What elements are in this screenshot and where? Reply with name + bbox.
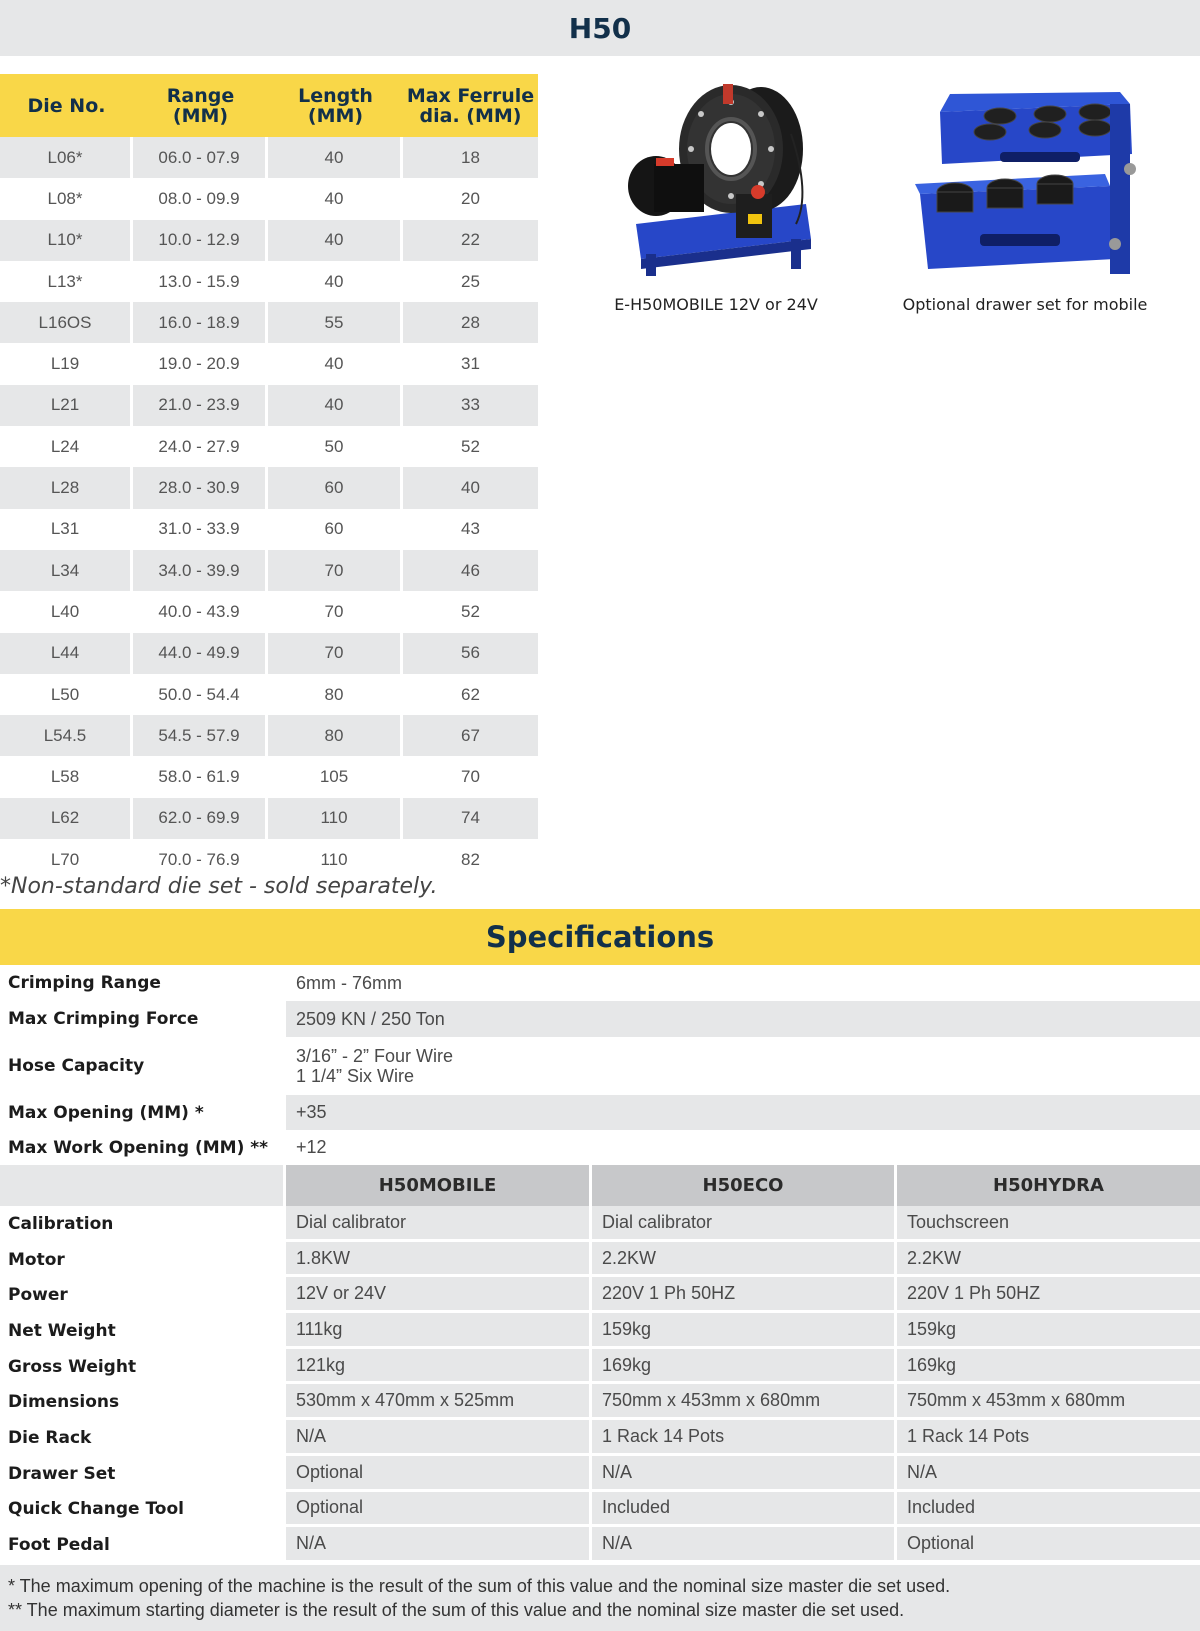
spec-table (0, 965, 1200, 1165)
die-table-cell: 55 (268, 302, 403, 343)
die-table-cell: 22 (403, 220, 538, 261)
die-table-cell: L34 (0, 550, 133, 591)
die-table-header-cell (0, 74, 133, 137)
die-table-cell: 40 (268, 385, 403, 426)
die-table-cell: L44 (0, 633, 133, 674)
die-table-row (0, 715, 538, 756)
die-table-cell: 31 (461, 354, 480, 374)
die-table-cell: 60 (268, 509, 403, 550)
die-table-row (0, 302, 538, 343)
die-table-cell: L13* (0, 261, 133, 302)
comparison-cell: Included (589, 1492, 894, 1528)
die-table-cell: 110 (268, 798, 403, 839)
die-table-cell: L08* (0, 178, 133, 219)
comparison-cell: N/A (589, 1456, 894, 1492)
comparison-label: Foot Pedal (8, 1535, 110, 1556)
comparison-label: Net Weight (8, 1320, 116, 1341)
footnotes (0, 1565, 1200, 1631)
comparison-cell: 2.2KW (894, 1242, 1200, 1278)
comparison-cell: 111kg (283, 1313, 589, 1349)
model-header: H50MOBILE (283, 1165, 589, 1206)
die-table-cell: 40.0 - 43.9 (133, 591, 268, 632)
comparison-cell: 1 Rack 14 Pots (589, 1420, 894, 1456)
comparison-cell: Optional (894, 1527, 1200, 1563)
comparison-row (0, 1456, 1200, 1492)
die-table-row (0, 550, 538, 591)
die-table-cell: 40 (268, 178, 403, 219)
comparison-table (0, 1165, 1200, 1563)
die-table-cell: 70 (268, 550, 403, 591)
die-table-cell: 40 (268, 343, 403, 384)
comparison-label: Die Rack (8, 1427, 92, 1448)
spec-label: Max Crimping Force (8, 1009, 199, 1029)
die-table-cell: L24 (0, 426, 133, 467)
comparison-cell: Touchscreen (894, 1206, 1200, 1242)
die-table-cell: 28.0 - 30.9 (133, 467, 268, 508)
die-table-cell: 31.0 - 33.9 (133, 509, 268, 550)
die-table (0, 74, 538, 880)
die-table-cell: 44.0 - 49.9 (133, 633, 268, 674)
die-table-cell: 08.0 - 09.9 (133, 178, 268, 219)
die-table-header-cell (133, 74, 268, 137)
header-length: Length (MM) (298, 84, 373, 127)
comparison-cell: 159kg (589, 1313, 894, 1349)
die-table-cell: 16.0 - 18.9 (133, 302, 268, 343)
die-table-cell: L28 (0, 467, 133, 508)
comparison-cell: 159kg (894, 1313, 1200, 1349)
comparison-label: Motor (8, 1249, 65, 1270)
specifications-bar (0, 909, 1200, 965)
die-table-cell: 110 (268, 839, 403, 880)
comparison-row (0, 1242, 1200, 1278)
comparison-cell: 1.8KW (283, 1242, 589, 1278)
spec-label: Hose Capacity (8, 1056, 145, 1076)
die-table-cell: L19 (0, 343, 133, 384)
die-table-cell: 43 (461, 519, 480, 539)
comparison-row (0, 1313, 1200, 1349)
die-table-cell: 24.0 - 27.9 (133, 426, 268, 467)
spec-value-line: 3/16” - 2” Four Wire (296, 1046, 454, 1066)
crimping-machine-image (616, 74, 816, 284)
spec-value: 2509 KN / 250 Ton (283, 1001, 1200, 1037)
comparison-label: Power (8, 1285, 68, 1306)
die-table-cell: 70 (268, 591, 403, 632)
die-table-row (0, 137, 538, 178)
comparison-row (0, 1420, 1200, 1456)
die-table-header-cell (403, 74, 538, 137)
comparison-row (0, 1277, 1200, 1313)
die-table-row (0, 633, 538, 674)
die-table-cell: 33 (403, 385, 538, 426)
die-table-cell: 56 (403, 633, 538, 674)
spec-row (0, 1001, 1200, 1037)
die-table-cell: 40 (403, 467, 538, 508)
die-table-cell: 58.0 - 61.9 (133, 756, 268, 797)
spec-row (0, 1037, 1200, 1095)
model-header: H50ECO (589, 1165, 894, 1206)
die-table-cell: 40 (268, 220, 403, 261)
comparison-cell: 169kg (894, 1349, 1200, 1385)
die-table-row (0, 178, 538, 219)
comparison-cell: Included (894, 1492, 1200, 1528)
die-table-cell: L54.5 (0, 715, 133, 756)
comparison-cell: Optional (283, 1492, 589, 1528)
die-table-cell: 28 (403, 302, 538, 343)
footnote: ** The maximum starting diameter is the result of the sum of this value and the nominal size master die set used. (8, 1600, 905, 1620)
die-table-cell: 50 (268, 426, 403, 467)
comparison-label: Drawer Set (8, 1463, 116, 1484)
comparison-cell: N/A (283, 1420, 589, 1456)
die-table-row (0, 756, 538, 797)
die-table-cell: 40 (268, 261, 403, 302)
die-table-row (0, 426, 538, 467)
comparison-cell: 2.2KW (589, 1242, 894, 1278)
die-table-cell: 10.0 - 12.9 (133, 220, 268, 261)
die-table-cell: 21.0 - 23.9 (133, 385, 268, 426)
spec-row (0, 965, 1200, 1001)
header-range: Range (MM) (166, 84, 235, 127)
comparison-cell: N/A (283, 1527, 589, 1563)
die-table-row (0, 385, 538, 426)
die-table-cell: 62.0 - 69.9 (133, 798, 268, 839)
die-table-cell: L31 (0, 509, 133, 550)
spec-row (0, 1095, 1200, 1130)
die-table-row (0, 261, 538, 302)
comparison-cell: Dial calibrator (589, 1206, 894, 1242)
die-table-cell: 82 (461, 849, 480, 869)
spec-value-line: 1 1/4” Six Wire (296, 1066, 415, 1086)
die-table-cell: 60 (268, 467, 403, 508)
die-table-cell: 46 (403, 550, 538, 591)
die-table-row (0, 220, 538, 261)
spec-value: +35 (283, 1095, 1200, 1130)
comparison-cell: 12V or 24V (283, 1277, 589, 1313)
die-table-row (0, 674, 538, 715)
die-table-cell: L50 (0, 674, 133, 715)
die-table-cell: 52 (461, 436, 480, 456)
comparison-cell: 750mm x 453mm x 680mm (894, 1384, 1200, 1420)
comparison-cell: 220V 1 Ph 50HZ (589, 1277, 894, 1313)
die-table-cell: 52 (461, 601, 480, 621)
model-header: H50HYDRA (894, 1165, 1200, 1206)
die-table-cell: 34.0 - 39.9 (133, 550, 268, 591)
die-table-cell: 70 (461, 767, 480, 787)
die-table-cell: 20 (461, 188, 480, 208)
die-table-cell: 54.5 - 57.9 (133, 715, 268, 756)
comparison-cell: 121kg (283, 1349, 589, 1385)
spec-value: +12 (283, 1130, 1200, 1165)
die-table-cell: 105 (268, 756, 403, 797)
die-table-row (0, 591, 538, 632)
comparison-label: Gross Weight (8, 1356, 137, 1377)
die-table-cell: L58 (0, 756, 133, 797)
die-table-cell: 80 (268, 674, 403, 715)
comparison-cell: 220V 1 Ph 50HZ (894, 1277, 1200, 1313)
product-drawer (895, 74, 1155, 314)
spec-label: Crimping Range (8, 973, 161, 993)
comparison-header (0, 1165, 1200, 1206)
die-table-row (0, 509, 538, 550)
spec-label: Max Opening (MM) * (8, 1102, 204, 1123)
die-table-cell: 50.0 - 54.4 (133, 674, 268, 715)
die-table-cell: 18 (403, 137, 538, 178)
comparison-row (0, 1349, 1200, 1385)
comparison-cell: 1 Rack 14 Pots (894, 1420, 1200, 1456)
comparison-cell: 750mm x 453mm x 680mm (589, 1384, 894, 1420)
die-table-row (0, 343, 538, 384)
header-die-no: Die No. (27, 94, 106, 117)
die-table-cell: 40 (268, 137, 403, 178)
comparison-header-blank (0, 1165, 283, 1206)
die-table-row (0, 798, 538, 839)
comparison-cell: N/A (894, 1456, 1200, 1492)
comparison-row (0, 1527, 1200, 1563)
comparison-label: Quick Change Tool (8, 1499, 184, 1520)
product-caption-drawer: Optional drawer set for mobile (902, 295, 1148, 314)
die-table-cell: 67 (403, 715, 538, 756)
spec-row (0, 1130, 1200, 1165)
die-table-cell: L62 (0, 798, 133, 839)
die-table-cell: L10* (0, 220, 133, 261)
die-table-cell: 25 (461, 271, 480, 291)
comparison-cell: N/A (589, 1527, 894, 1563)
die-table-cell: 06.0 - 07.9 (133, 137, 268, 178)
comparison-row (0, 1492, 1200, 1528)
spec-label: Max Work Opening (MM) ** (8, 1137, 269, 1158)
spec-value: 6mm - 76mm (283, 965, 1200, 1001)
product-caption-mobile: E-H50MOBILE 12V or 24V (614, 295, 818, 314)
comparison-cell: Optional (283, 1456, 589, 1492)
spec-value (283, 1037, 1200, 1095)
die-table-cell: L21 (0, 385, 133, 426)
non-standard-note: *Non-standard die set - sold separately. (0, 874, 438, 899)
die-table-cell: 74 (403, 798, 538, 839)
product-mobile (596, 74, 836, 314)
die-table-cell: 19.0 - 20.9 (133, 343, 268, 384)
die-table-header-cell (268, 74, 403, 137)
page-title: H50 (568, 11, 632, 45)
die-table-cell: 80 (268, 715, 403, 756)
die-table-row (0, 467, 538, 508)
die-table-cell: 13.0 - 15.9 (133, 261, 268, 302)
die-table-cell: L40 (0, 591, 133, 632)
comparison-row (0, 1206, 1200, 1242)
die-table-cell: 70.0 - 76.9 (133, 839, 268, 880)
die-table-cell: 62 (461, 684, 480, 704)
comparison-cell: Dial calibrator (283, 1206, 589, 1242)
die-table-cell: 70 (268, 633, 403, 674)
title-bar (0, 0, 1200, 56)
comparison-label: Dimensions (8, 1392, 120, 1413)
comparison-label: Calibration (8, 1213, 114, 1234)
comparison-cell: 169kg (589, 1349, 894, 1385)
comparison-cell: 530mm x 470mm x 525mm (283, 1384, 589, 1420)
die-table-cell: L16OS (0, 302, 133, 343)
footnote: * The maximum opening of the machine is the result of the sum of this value and the nominal size master die set used. (8, 1576, 951, 1596)
drawer-set-image (910, 74, 1140, 284)
die-table-cell: L70 (0, 839, 133, 880)
die-table-header (0, 74, 538, 137)
header-max-ferrule: Max Ferrule dia. (MM) (406, 84, 535, 127)
comparison-row (0, 1384, 1200, 1420)
die-table-cell: L06* (0, 137, 133, 178)
specifications-title: Specifications (485, 920, 715, 954)
